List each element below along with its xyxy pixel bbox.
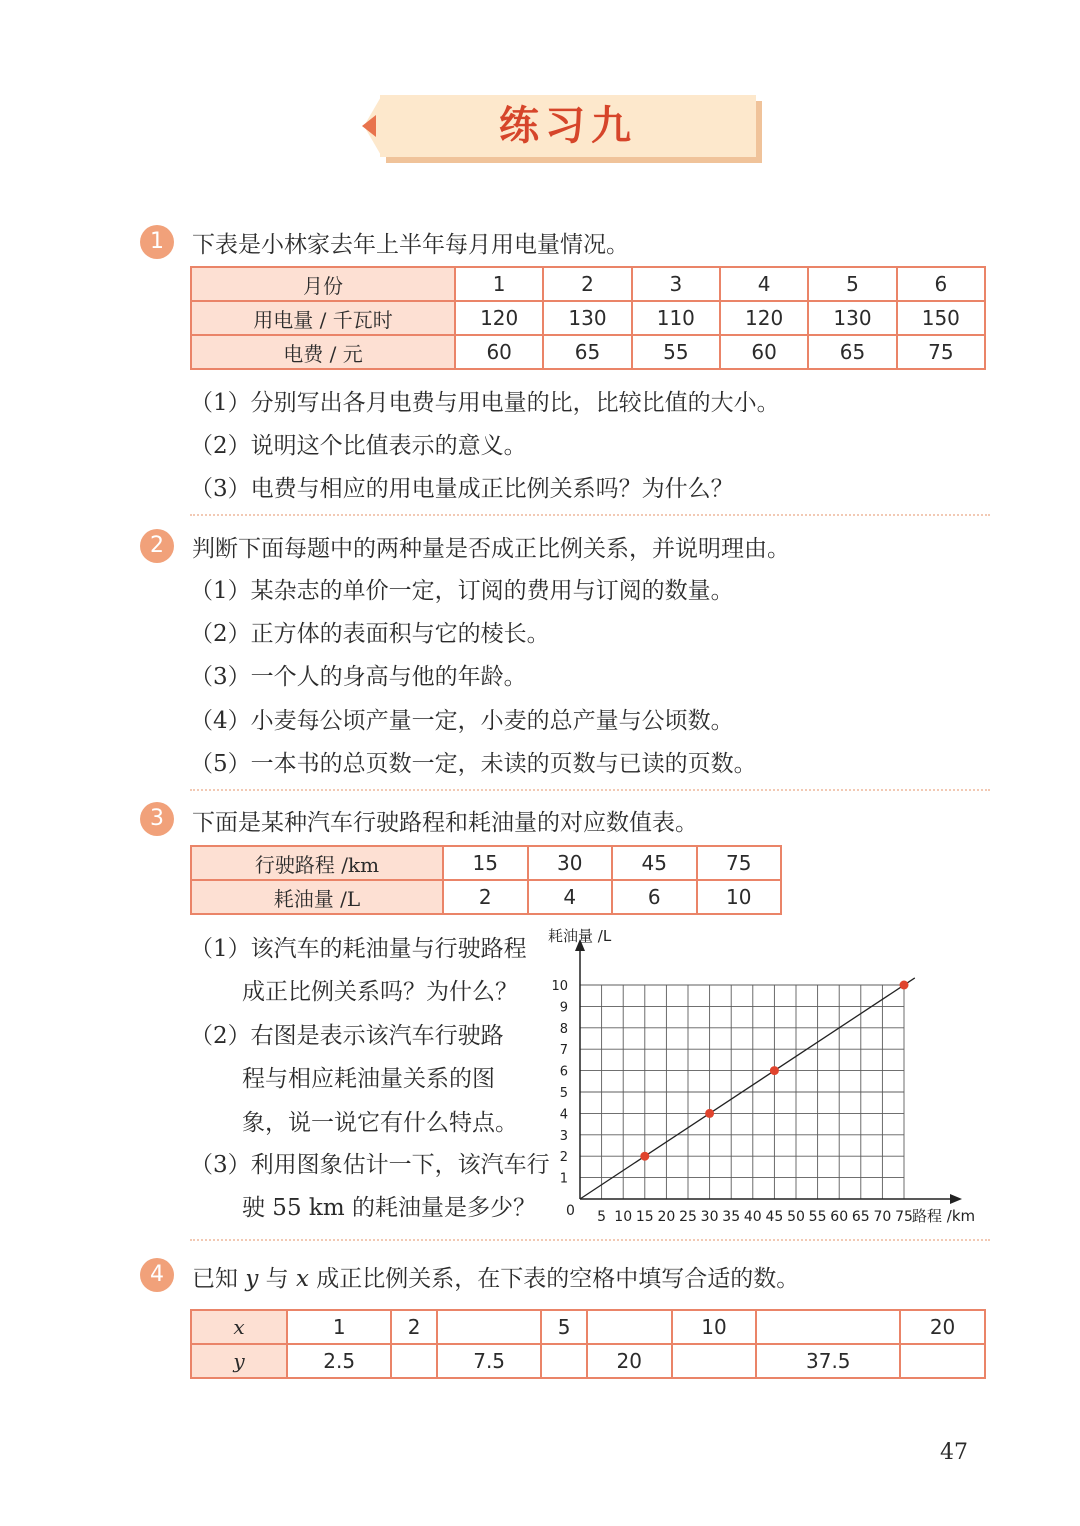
question-2-text: 判断下面每题中的两种量是否成正比例关系，并说明理由。 [192,536,790,562]
table-cell: 60 [720,335,808,369]
table-cell: 2 [543,267,631,301]
question-3-sub-2a: （2）右图是表示该汽车行驶路 [190,1023,504,1049]
table-cell [756,1310,900,1344]
y-tick-label: 1 [559,1171,568,1187]
question-number-1: 1 [140,225,174,259]
x-tick-label: 10 [614,1209,633,1225]
table-cell: 3 [632,267,720,301]
question-1-text: 下表是小林家去年上半年每月用电量情况。 [192,232,629,258]
page-number: 47 [940,1440,968,1465]
y-tick-label: 7 [559,1043,568,1059]
table-cell: 5 [541,1310,587,1344]
x-tick-label: 70 [873,1209,892,1225]
table-cell: 75 [897,335,985,369]
x-tick-label: 45 [765,1209,784,1225]
question-2-sub-1: （1）某杂志的单价一定，订阅的费用与订阅的数量。 [190,578,734,604]
table-cell: 1 [287,1310,391,1344]
table-cell: 7.5 [437,1344,541,1378]
table-cell: 6 [897,267,985,301]
table-cell [900,1344,985,1378]
question-3-sub-1a: （1）该汽车的耗油量与行驶路程 [190,936,527,962]
table-cell: 15 [443,846,528,880]
table-cell [391,1344,437,1378]
question-number-3: 3 [140,802,174,836]
origin-label: 0 [566,1203,575,1219]
table-cell: 5 [808,267,896,301]
x-tick-label: 65 [851,1209,870,1225]
question-1-sub-1: （1）分别写出各月电费与用电量的比，比较比值的大小。 [190,390,780,416]
row-header: 用电量 / 千瓦时 [191,301,455,335]
table-cell: 1 [455,267,543,301]
table-cell: 37.5 [756,1344,900,1378]
x-axis-label: 路程 /km [912,1207,976,1225]
table-cell: 20 [587,1344,672,1378]
table-cell: 2.5 [287,1344,391,1378]
table-cell [587,1310,672,1344]
table-cell: 6 [612,880,697,914]
table-cell: 75 [697,846,782,880]
section-divider [190,1239,990,1241]
question-4-text [192,1260,799,1293]
question-3-sub-1b: 成正比例关系吗？为什么？ [242,979,518,1005]
table-cell: 4 [720,267,808,301]
y-axis-label: 耗油量 /L [548,927,612,945]
table-cell: 120 [720,301,808,335]
question-2-sub-3: （3）一个人的身高与他的年龄。 [190,664,527,690]
y-tick-label: 4 [559,1107,568,1123]
data-point [640,1152,649,1161]
question-2-sub-5: （5）一本书的总页数一定，未读的页数与已读的页数。 [190,751,757,777]
question-1-sub-3: （3）电费与相应的用电量成正比例关系吗？为什么？ [190,476,734,502]
y-tick-label: 10 [551,979,568,994]
table-cell: 10 [697,880,782,914]
page-title: 练习九 [499,102,637,149]
question-4-text-part: 与 [258,1266,296,1292]
x-tick-label: 5 [597,1209,607,1225]
data-point [705,1109,714,1118]
x-tick-label: 40 [743,1209,762,1225]
row-header: 电费 / 元 [191,335,455,369]
x-tick-label: 55 [808,1209,827,1225]
question-3-text: 下面是某种汽车行驶路程和耗油量的对应数值表。 [192,810,698,836]
chart-series [580,978,915,1199]
y-tick-label: 3 [559,1128,568,1144]
question-3-sub-2c: 象，说一说它有什么特点。 [242,1110,518,1136]
x-tick-label: 15 [635,1209,654,1225]
data-point [770,1066,779,1075]
table-cell: 130 [808,301,896,335]
question-number-4: 4 [140,1258,174,1292]
y-tick-label: 5 [559,1086,568,1101]
x-tick-label: 60 [830,1209,849,1225]
question-3-sub-3a: （3）利用图象估计一下，该汽车行 [190,1152,550,1178]
row-header: 耗油量 /L [191,880,443,914]
x-tick-label: 50 [787,1209,805,1225]
question-1-sub-2: （2）说明这个比值表示的意义。 [190,433,527,459]
table-row [191,1344,985,1378]
x-tick-label: 25 [679,1209,697,1225]
question-3-sub-3b: 驶 55 km 的耗油量是多少？ [242,1195,536,1221]
question-3-sub-2b: 程与相应耗油量关系的图 [242,1066,495,1092]
table-row [191,1310,985,1344]
question-2-sub-2: （2）正方体的表面积与它的棱长。 [190,621,550,647]
table-cell: 130 [543,301,631,335]
table-cell: 60 [455,335,543,369]
x-tick-label: 35 [722,1209,741,1225]
table-cell [437,1310,541,1344]
question-4-text-part: 成正比例关系，在下表的空格中填写合适的数。 [308,1266,800,1292]
y-tick-label: 9 [559,1000,568,1016]
x-tick-label: 20 [657,1209,676,1225]
table-cell: 65 [543,335,631,369]
row-header: x [191,1310,287,1344]
question-2-sub-4: （4）小麦每公顷产量一定，小麦的总产量与公顷数。 [190,708,734,734]
table-cell: 150 [897,301,985,335]
row-header: y [191,1344,287,1378]
table-cell [541,1344,587,1378]
table-cell: 30 [528,846,613,880]
table-cell: 4 [528,880,613,914]
data-point [900,981,909,990]
y-tick-label: 6 [559,1064,568,1080]
xy-table [190,1309,986,1379]
table-cell: 10 [672,1310,757,1344]
row-header: 行驶路程 /km [191,846,443,880]
table-cell: 20 [900,1310,985,1344]
table-cell: 65 [808,335,896,369]
table-cell: 110 [632,301,720,335]
question-number-2: 2 [140,529,174,563]
table-cell: 2 [391,1310,437,1344]
y-tick-label: 8 [559,1021,568,1037]
chart-tick-labels [551,979,912,1225]
table-cell: 2 [443,880,528,914]
x-tick-label: 75 [895,1209,913,1225]
table-cell: 55 [632,335,720,369]
question-4-text-part: 已知 [192,1266,246,1292]
variable-y: y [245,1266,259,1292]
series-line [580,978,915,1199]
x-axis-arrow-icon [950,1194,962,1204]
x-tick-label: 30 [700,1209,719,1225]
table-cell: 120 [455,301,543,335]
y-tick-label: 2 [559,1150,568,1166]
table-cell [672,1344,757,1378]
table-cell: 45 [612,846,697,880]
variable-x: x [295,1266,309,1292]
row-header: 月份 [191,267,455,301]
